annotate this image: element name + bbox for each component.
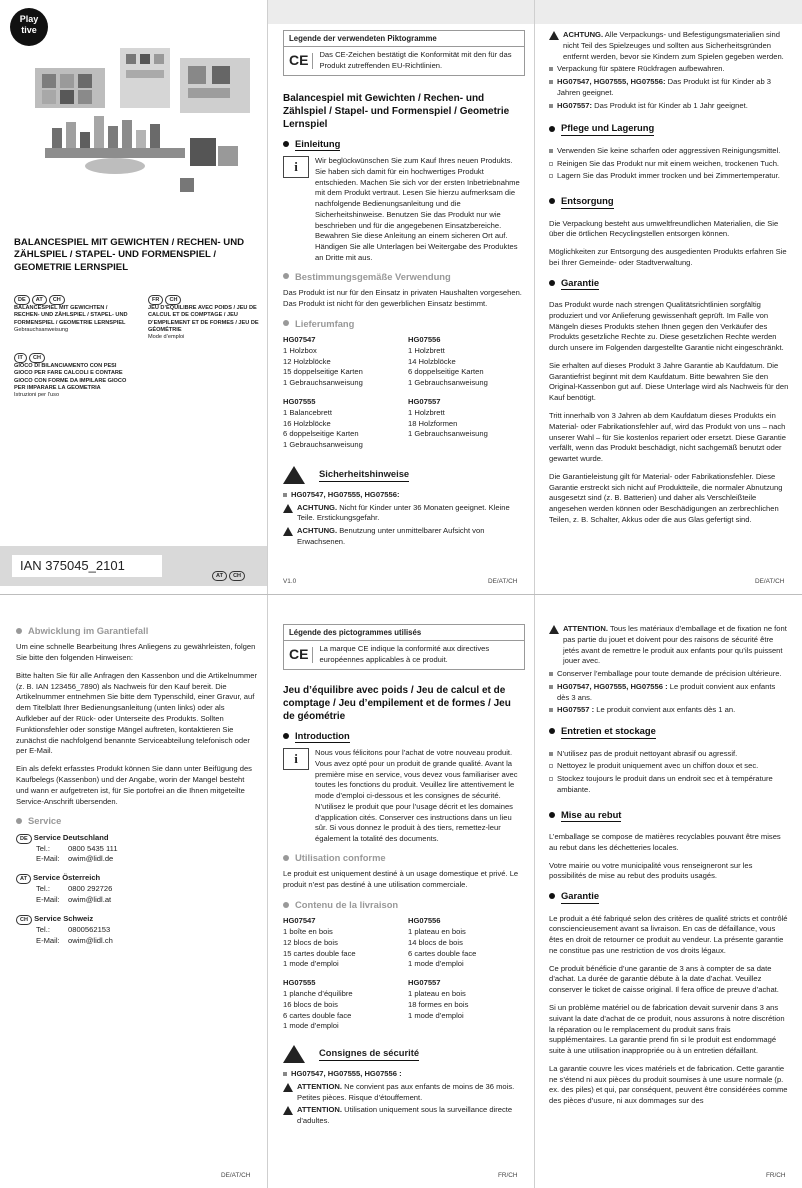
age-text: Das Produkt ist für Kinder ab 1 Jahr geeignet. — [594, 100, 748, 110]
keep-packaging-text: Verpackung für spätere Rückfragen aufbewahren. — [557, 64, 725, 74]
flag-badge: CH — [16, 915, 32, 925]
info-book-icon: i — [283, 156, 309, 178]
care-item: Lagern Sie das Produkt immer trocken und bei Zimmertemperatur. — [557, 171, 780, 181]
care-item: Nettoyez le produit uniquement avec un chiffon doux et sec. — [557, 761, 759, 771]
introduction-text: Nous vous félicitons pour l’achat de votre nouveau produit. Vous avez opté pour un produit de grande qualité. Avant la première mise en service, vous devez vous familiariser avec toutes les fonctions du produit. Veuillez lire attentivement le mode d’emploi ci-dessous et les consignes de sécurité. N’utilisez le produit que pour l’usage décrit et les domaines d’application cités. Conserver ces instructions dans un lieu sûr. Si vous donnez le produit à des tiers, remettez-leur également la totalité des documents. — [315, 747, 518, 844]
heading-garantie: Garantie — [549, 276, 789, 290]
de-panel — [283, 30, 525, 550]
warning-label: ACHTUNG. — [297, 502, 338, 512]
warning-label: ATTENTION. — [297, 1081, 342, 1091]
einleitung-text: Wir beglückwünschen Sie zum Kauf Ihres neuen Produkts. Sie haben sich damit für ein hochwertiges Produkt entschieden. Machen Sie sich vor der ersten Inbetriebnahme mit dem Produkt vertraut. Lesen Sie hierzu aufmerksam die nachfolgende Bedienungsanleitung und die Sicherheitshinweise. Benutzen Sie das Produkt nur wie beschrieben und für die angegebenen Einsatzbereiche. Bewahren Sie diese Anleitung an einem sicheren Ort auf. Händigen Sie alle Unterlagen bei Weitergabe des Produktes an Dritte mit aus. — [315, 155, 520, 262]
bullet-icon — [549, 685, 553, 689]
flag-badge: CH — [29, 353, 45, 363]
bullet-icon — [549, 893, 555, 899]
warning-label: ATTENTION. — [297, 1105, 342, 1115]
fr-panel-2 — [549, 624, 789, 1114]
footer-version: V1.0 — [283, 578, 297, 585]
flag-badge: IT — [14, 353, 27, 363]
set-block: HG07547 1 boîte en bois 12 blocs de bois 15 cartes double face 1 mode d’emploi — [283, 916, 356, 969]
bullet-icon — [549, 174, 553, 178]
lang-subtitle: Istruzioni per l’uso — [14, 392, 60, 399]
flag-badge: AT — [32, 295, 47, 305]
product-illustration — [30, 28, 260, 208]
warning-icon — [283, 527, 293, 536]
care-item: Verwenden Sie keine scharfen oder aggressiven Reinigungsmittel. — [557, 145, 781, 155]
warning-text: Alle Verpackungs- und Befestigungsmaterialien sind nicht Teil des Spielzeuges und sollten aus Sicherheitsgründen entfernt werden, bevor sie Kindern zum Spielen gegeben werden. — [563, 30, 784, 61]
legend-text: La marque CE indique la conformité aux directives européennes applicables à ce produit. — [319, 644, 490, 664]
bullet-icon — [549, 149, 553, 153]
fr-panel — [283, 624, 525, 1129]
bullet-icon — [283, 902, 289, 908]
info-book-icon: i — [283, 748, 309, 770]
bullet-icon — [549, 280, 555, 286]
service-email[interactable]: owim@lidl.at — [68, 894, 112, 904]
cover-lang-block-de — [14, 294, 132, 334]
cover-title: BALANCESPIEL MIT GEWICHTEN / RECHEN- UND ZÄHLSPIEL / STAPEL- UND FORMENSPIEL / GEOMETRIE LERNSPIEL — [14, 237, 245, 273]
service-phone[interactable]: 0800 292726 — [68, 884, 113, 894]
set-block: HG07555 1 Balancebrett 16 Holzblöcke 6 doppelseitige Karten 1 Gebrauchsanweisung — [283, 396, 363, 450]
legend-heading: Legende der verwendeten Piktogramme — [284, 31, 524, 47]
bullet-icon — [283, 273, 289, 279]
lang-subtitle: Gebrauchsanweisung — [14, 326, 69, 333]
service-entry: CH Service Schweiz Tel.: 0800562153 E-Mail: owim@lidl.ch — [16, 914, 258, 947]
cover-panel — [0, 0, 267, 594]
legend-heading: Légende des pictogrammes utilisés — [284, 625, 524, 641]
heading-utilisation: Utilisation conforme — [283, 851, 525, 864]
warning-label: ATTENTION. — [563, 624, 608, 633]
flag-badge: AT — [212, 571, 227, 581]
heading-rebut: Mise au rebut — [549, 808, 789, 822]
safety-models: HG07547, HG07555, HG07556 : — [291, 1069, 402, 1079]
warning-icon — [549, 625, 559, 634]
heading-contenu: Contenu de la livraison — [283, 898, 525, 911]
utilisation-text: Le produit est uniquement destiné à un usage domestique et privé. Le produit n’est pas destiné à une utilisation commerciale. — [283, 869, 519, 890]
legend-text: Das CE-Zeichen bestätigt die Konformität mit den für das Produkt zutreffenden EU-Richtlinien. — [319, 50, 512, 70]
bestimmung-text: Das Produkt ist nur für den Einsatz in privaten Haushalten vorgesehen. Das Produkt ist nicht für den gewerblichen Einsatz bestimmt. — [283, 288, 522, 308]
bullet-icon — [549, 728, 555, 734]
age-models: HG07547, HG07555, HG07556 : — [557, 681, 668, 691]
bullet-icon — [549, 777, 553, 781]
footer-lang: DE/AT/CH — [755, 578, 785, 585]
keep-packaging-text: Conserver l’emballage pour toute demande de précision ultérieure. — [557, 669, 782, 679]
bullet-icon — [549, 67, 553, 71]
section-title: Jeu d’équilibre avec poids / Jeu de calcul et de comptage / Jeu d’empilement et de formes / Jeu de géométrie — [283, 684, 511, 722]
garantie-text: Das Produkt wurde nach strengen Qualitätsrichtlinien sorgfältig produziert und vor Anlieferung gewissenhaft geprüft. Im Falle von Mängeln dieses Produkts stehen Ihnen gegen den Verkäufer des Produkts gesetzliche Rechte zu. Diese gesetzlichen Rechte werden durch unsere im Folgenden dargestellte Garantie nicht eingeschränkt. — [549, 299, 784, 353]
warning-icon — [283, 466, 305, 484]
age-text: Le produit convient aux enfants dès 1 an. — [596, 705, 736, 715]
heading-bestimmung: Bestimmungsgemäße Verwendung — [283, 270, 525, 283]
garantie-text: Si un problème matériel ou de fabrication devait survenir dans 3 ans suivant la date d’achat de ce produit, nous assurons à notre discrétion la réparation ou le remplacement du produit sans frais supplémentaires. La garantie prend fin si le produit est endommagé suite à une utilisation inappropriée ou à un entretien défaillant. — [549, 1003, 785, 1056]
bullet-icon — [549, 126, 555, 132]
flag-badge: CH — [229, 571, 245, 581]
bullet-icon — [549, 672, 553, 676]
bullet-icon — [549, 752, 553, 756]
flag-badge: FR — [148, 295, 163, 305]
de-panel-2 — [549, 30, 789, 533]
bullet-icon — [283, 733, 289, 739]
delivery-contents — [283, 335, 525, 451]
heading-consignes: Consignes de sécurité — [283, 1044, 525, 1063]
age-text: Le produit convient aux enfants dès 3 ans. — [557, 681, 776, 702]
playtive-logo: Play tive — [10, 8, 48, 46]
garantie-text: Tritt innerhalb von 3 Jahren ab dem Kaufdatum dieses Produkts ein Material- oder Fabrikationsfehler auf, wird das Produkt von uns – nach unserer Wahl – für Sie kostenlos repariert oder ersetzt. Diese Garantie verfällt, wenn das Produkt beschädigt, nicht sachgemäß benutzt oder gewartet wurde. — [549, 411, 786, 464]
lang-title: BALANCESPIEL MIT GEWICHTEN / RECHEN- UND ZÄHLSPIEL / STAPEL- UND FORMENSPIEL / GEOMETRIE LERNSPIEL — [14, 305, 128, 326]
lang-subtitle: Mode d’emploi — [148, 334, 185, 341]
service-name: Service Schweiz — [34, 913, 94, 923]
care-item: Stockez toujours le produit dans un endroit sec et à température ambiante. — [557, 774, 773, 794]
pictogram-legend — [283, 624, 525, 670]
garantie-text: Die Garantieleistung gilt für Material- oder Fabrikationsfehler. Diese Garantie erstreckt sich nicht auf Produktteile, die normaler Abnutzung ausgesetzt sind (z. B. Batterien) und daher als Verschleißteile angesehen werden können oder Beschädigungen an zerbrechlichen Teilen, z. B. Schalter, Akkus oder die aus Glas gefertigt sind. — [549, 471, 783, 525]
lang-title: GIOCO DI BILANCIAMENTO CON PESI GIOCO PER FARE CALCOLI E CONTARE GIOCO CON FORME DA IMPILARE GIOCO PER IMPARARE LA GEOMETRIA — [14, 363, 127, 391]
entsorgung-text: Die Verpackung besteht aus umweltfreundlichen Materialien, die Sie über die örtlichen Recyclingstellen entsorgen können. — [549, 218, 779, 239]
bullet-icon — [549, 198, 555, 204]
warning-icon — [283, 1106, 293, 1115]
entsorgung-text: Möglichkeiten zur Entsorgung des ausgedienten Produkts erfahren Sie bei Ihrer Gemeinde- oder Stadtverwaltung. — [549, 247, 787, 267]
set-block: HG07556 1 Holzbrett 14 Holzblöcke 6 doppelseitige Karten 1 Gebrauchsanweisung — [408, 335, 488, 388]
service-name: Service Deutschland — [33, 832, 109, 842]
heading-einleitung: Einleitung — [283, 137, 525, 151]
warning-icon — [283, 504, 293, 513]
warning-label: ACHTUNG. — [297, 526, 338, 536]
heading-entsorgung: Entsorgung — [549, 194, 789, 208]
service-email[interactable]: owim@lidl.ch — [68, 935, 113, 945]
warning-text: Ne convient pas aux enfants de moins de 36 mois. Petites pièces. Risque d’étouffement. — [297, 1081, 515, 1102]
footer-lang: DE/AT/CH — [488, 578, 518, 585]
heading-lieferumfang: Lieferumfang — [283, 317, 525, 330]
service-entry: AT Service Österreich Tel.: 0800 292726 E-Mail: owim@lidl.at — [16, 873, 258, 906]
service-email[interactable]: owim@lidl.de — [68, 854, 114, 864]
footer-lang: FR/CH — [766, 1172, 786, 1179]
flag-badge: DE — [14, 295, 30, 305]
header-band — [268, 0, 802, 24]
set-block: HG07557 1 plateau en bois 18 formes en bois 1 mode d’emploi — [408, 978, 469, 1020]
delivery-contents — [283, 916, 525, 1032]
heading-sicherheit: Sicherheitshinweise — [283, 465, 525, 484]
garantie-text: Ce produit bénéficie d’une garantie de 3 ans à compter de sa date d’achat. La durée de garantie débute à la date d’achat. Veuillez conserver le ticket de caisse original. Il fera office de preuve d’achat. — [549, 963, 779, 995]
section-title: Balancespiel mit Gewichten / Rechen- und Zählspiel / Stapel- und Formenspiel / Geometrie Lernspiel — [283, 92, 510, 130]
heading-pflege: Pflege und Lagerung — [549, 121, 789, 135]
age-models: HG07557: — [557, 100, 593, 110]
bullet-icon — [549, 80, 553, 84]
warning-text: Nicht für Kinder unter 36 Monaten geeignet. Kleine Teile. Erstickungsgefahr. — [297, 502, 510, 523]
warning-icon — [283, 1083, 293, 1092]
ce-mark-icon: CE — [289, 53, 313, 68]
age-models: HG07557 : — [557, 705, 595, 715]
bullet-icon — [283, 493, 287, 497]
bullet-icon — [549, 104, 553, 108]
age-models: HG07547, HG07555, HG07556: — [557, 77, 666, 87]
abwicklung-text: Ein als defekt erfasstes Produkt können Sie dann unter Beifügung des Kaufbelegs (Kassenbon) und der Angabe, worin der Mangel besteht und wann er aufgetreten ist, für Sie portofrei an die Ihnen mitgeteilte Service-Anschrift übersenden. — [16, 764, 252, 806]
heading-service: Service — [16, 814, 258, 827]
de-panel-3 — [16, 624, 258, 946]
pictogram-legend — [283, 30, 525, 76]
flag-badge: DE — [16, 834, 32, 844]
flag-badge: AT — [16, 874, 31, 884]
bullet-icon — [283, 1072, 287, 1076]
abwicklung-text: Um eine schnelle Bearbeitung Ihres Anliegens zu gewährleisten, folgen Sie bitte den folgenden Hinweisen: — [16, 642, 256, 663]
bullet-icon — [549, 708, 553, 712]
service-name: Service Österreich — [33, 873, 101, 883]
care-item: Reinigen Sie das Produkt nur mit einem weichen, trockenen Tuch. — [557, 158, 780, 168]
care-item: N’utilisez pas de produit nettoyant abrasif ou agressif. — [557, 748, 738, 758]
lang-title: JEU D’ÉQUILIBRE AVEC POIDS / JEU DE CALCUL ET DE COMPTAGE / JEU D’EMPILEMENT ET DE FORMES / JEU DE GÉOMÉTRIE — [148, 305, 259, 333]
set-block: HG07547 1 Holzbox 12 Holzblöcke 15 doppelseitige Karten 1 Gebrauchsanweisung — [283, 335, 363, 388]
heading-abwicklung: Abwicklung im Garantiefall — [16, 624, 258, 637]
service-phone[interactable]: 0800 5435 111 — [68, 843, 118, 853]
bullet-icon — [549, 764, 553, 768]
bullet-icon — [16, 628, 22, 634]
set-block: HG07557 1 Holzbrett 18 Holzformen 1 Gebrauchsanweisung — [408, 396, 488, 439]
warning-text: Benutzung unter unmittelbarer Aufsicht von Erwachsenen. — [297, 526, 485, 546]
ian-number: IAN 375045_2101 — [12, 555, 162, 577]
garantie-text: Sie erhalten auf dieses Produkt 3 Jahre Garantie ab Kaufdatum. Die Garantiefrist beginnt mit dem Kaufdatum. Bitte bewahren Sie den Original-Kassenbon gut auf. Diese Unterlage wird als Nachweis für den Kauf benötigt. — [549, 360, 789, 403]
heading-introduction: Introduction — [283, 729, 525, 743]
footer-lang: DE/AT/CH — [221, 1172, 251, 1179]
rebut-text: L’emballage se compose de matières recyclables pouvant être mises au rebut dans les déchetteries locales. — [549, 832, 781, 852]
warning-icon — [283, 1045, 305, 1063]
warning-label: ACHTUNG. — [563, 30, 604, 39]
service-entry: DE Service Deutschland Tel.: 0800 5435 111 E-Mail: owim@lidl.de — [16, 833, 258, 866]
bullet-icon — [16, 818, 22, 824]
heading-entretien: Entretien et stockage — [549, 724, 789, 738]
bullet-icon — [283, 320, 289, 326]
warning-text: Tous les matériaux d’emballage et de fixation ne font pas partie du jouet et doivent pour des raisons de sécurité être jetés avant de remettre le produit aux enfants pour qu’ils puissent jouer avec. — [563, 624, 787, 666]
garantie-text: Le produit a été fabriqué selon des critères de qualité stricts et contrôlé consciencieusement avant sa livraison. En cas de défaillance, vous êtes en droit de retourner ce produit au vendeur. La présente garantie ne constitue pas une restriction de vos droits légaux. — [549, 913, 788, 955]
safety-models: HG07547, HG07555, HG07556: — [291, 489, 400, 499]
cover-lang-block-fr — [148, 294, 263, 341]
garantie-text: La garantie couvre les vices matériels et de fabrication. Cette garantie ne s’étend ni aux pièces du produit soumises à une usure normale (p. ex. des piles) et qui, par conséquent, peuvent être considérées comme des pièces d’usure, ni aux dommages sur des — [549, 1063, 788, 1106]
footer-lang: FR/CH — [498, 1172, 518, 1179]
age-text: Das Produkt ist für Kinder ab 3 Jahren geeignet. — [557, 77, 772, 97]
page-divider — [0, 594, 802, 595]
ce-mark-icon: CE — [289, 647, 313, 662]
set-block: HG07556 1 plateau en bois 14 blocs de bois 6 cartes double face 1 mode d’emploi — [408, 916, 477, 969]
bullet-icon — [549, 162, 553, 166]
abwicklung-text: Bitte halten Sie für alle Anfragen den Kassenbon und die Artikelnummer (z. B. IAN 123456_7890) als Nachweis für den Kauf bereit. Die Artikelnummer entnehmen Sie bitte dem Typenschild, einer Gravur, auf dem Titelblatt Ihrer Bedienungsanleitung (unten links) oder als Aufkleber auf der Rück- oder Unterseite des Produkts. Sollten Funktionsfehler oder sonstige Mängel auftreten, kontaktieren Sie zunächst die nachfolgend benannte Serviceabteilung telefonisch oder per E-Mail. — [16, 670, 258, 756]
ian-band — [0, 546, 267, 586]
cover-lang-block-it — [14, 352, 134, 399]
warning-icon — [549, 31, 559, 40]
warning-text: Utilisation uniquement sous la surveillance directe d’adultes. — [297, 1105, 513, 1126]
set-block: HG07555 1 planche d’équilibre 16 blocs de bois 6 cartes double face 1 mode d’emploi — [283, 978, 353, 1031]
flag-badge: CH — [165, 295, 181, 305]
rebut-text: Votre mairie ou votre municipalité vous renseigneront sur les possibilités de mise au rebut des produits usagés. — [549, 860, 753, 881]
service-phone[interactable]: 0800562153 — [68, 924, 111, 934]
flag-badge: CH — [49, 295, 65, 305]
bullet-icon — [283, 855, 289, 861]
bullet-icon — [283, 141, 289, 147]
bullet-icon — [549, 812, 555, 818]
heading-garantie-fr: Garantie — [549, 889, 789, 903]
